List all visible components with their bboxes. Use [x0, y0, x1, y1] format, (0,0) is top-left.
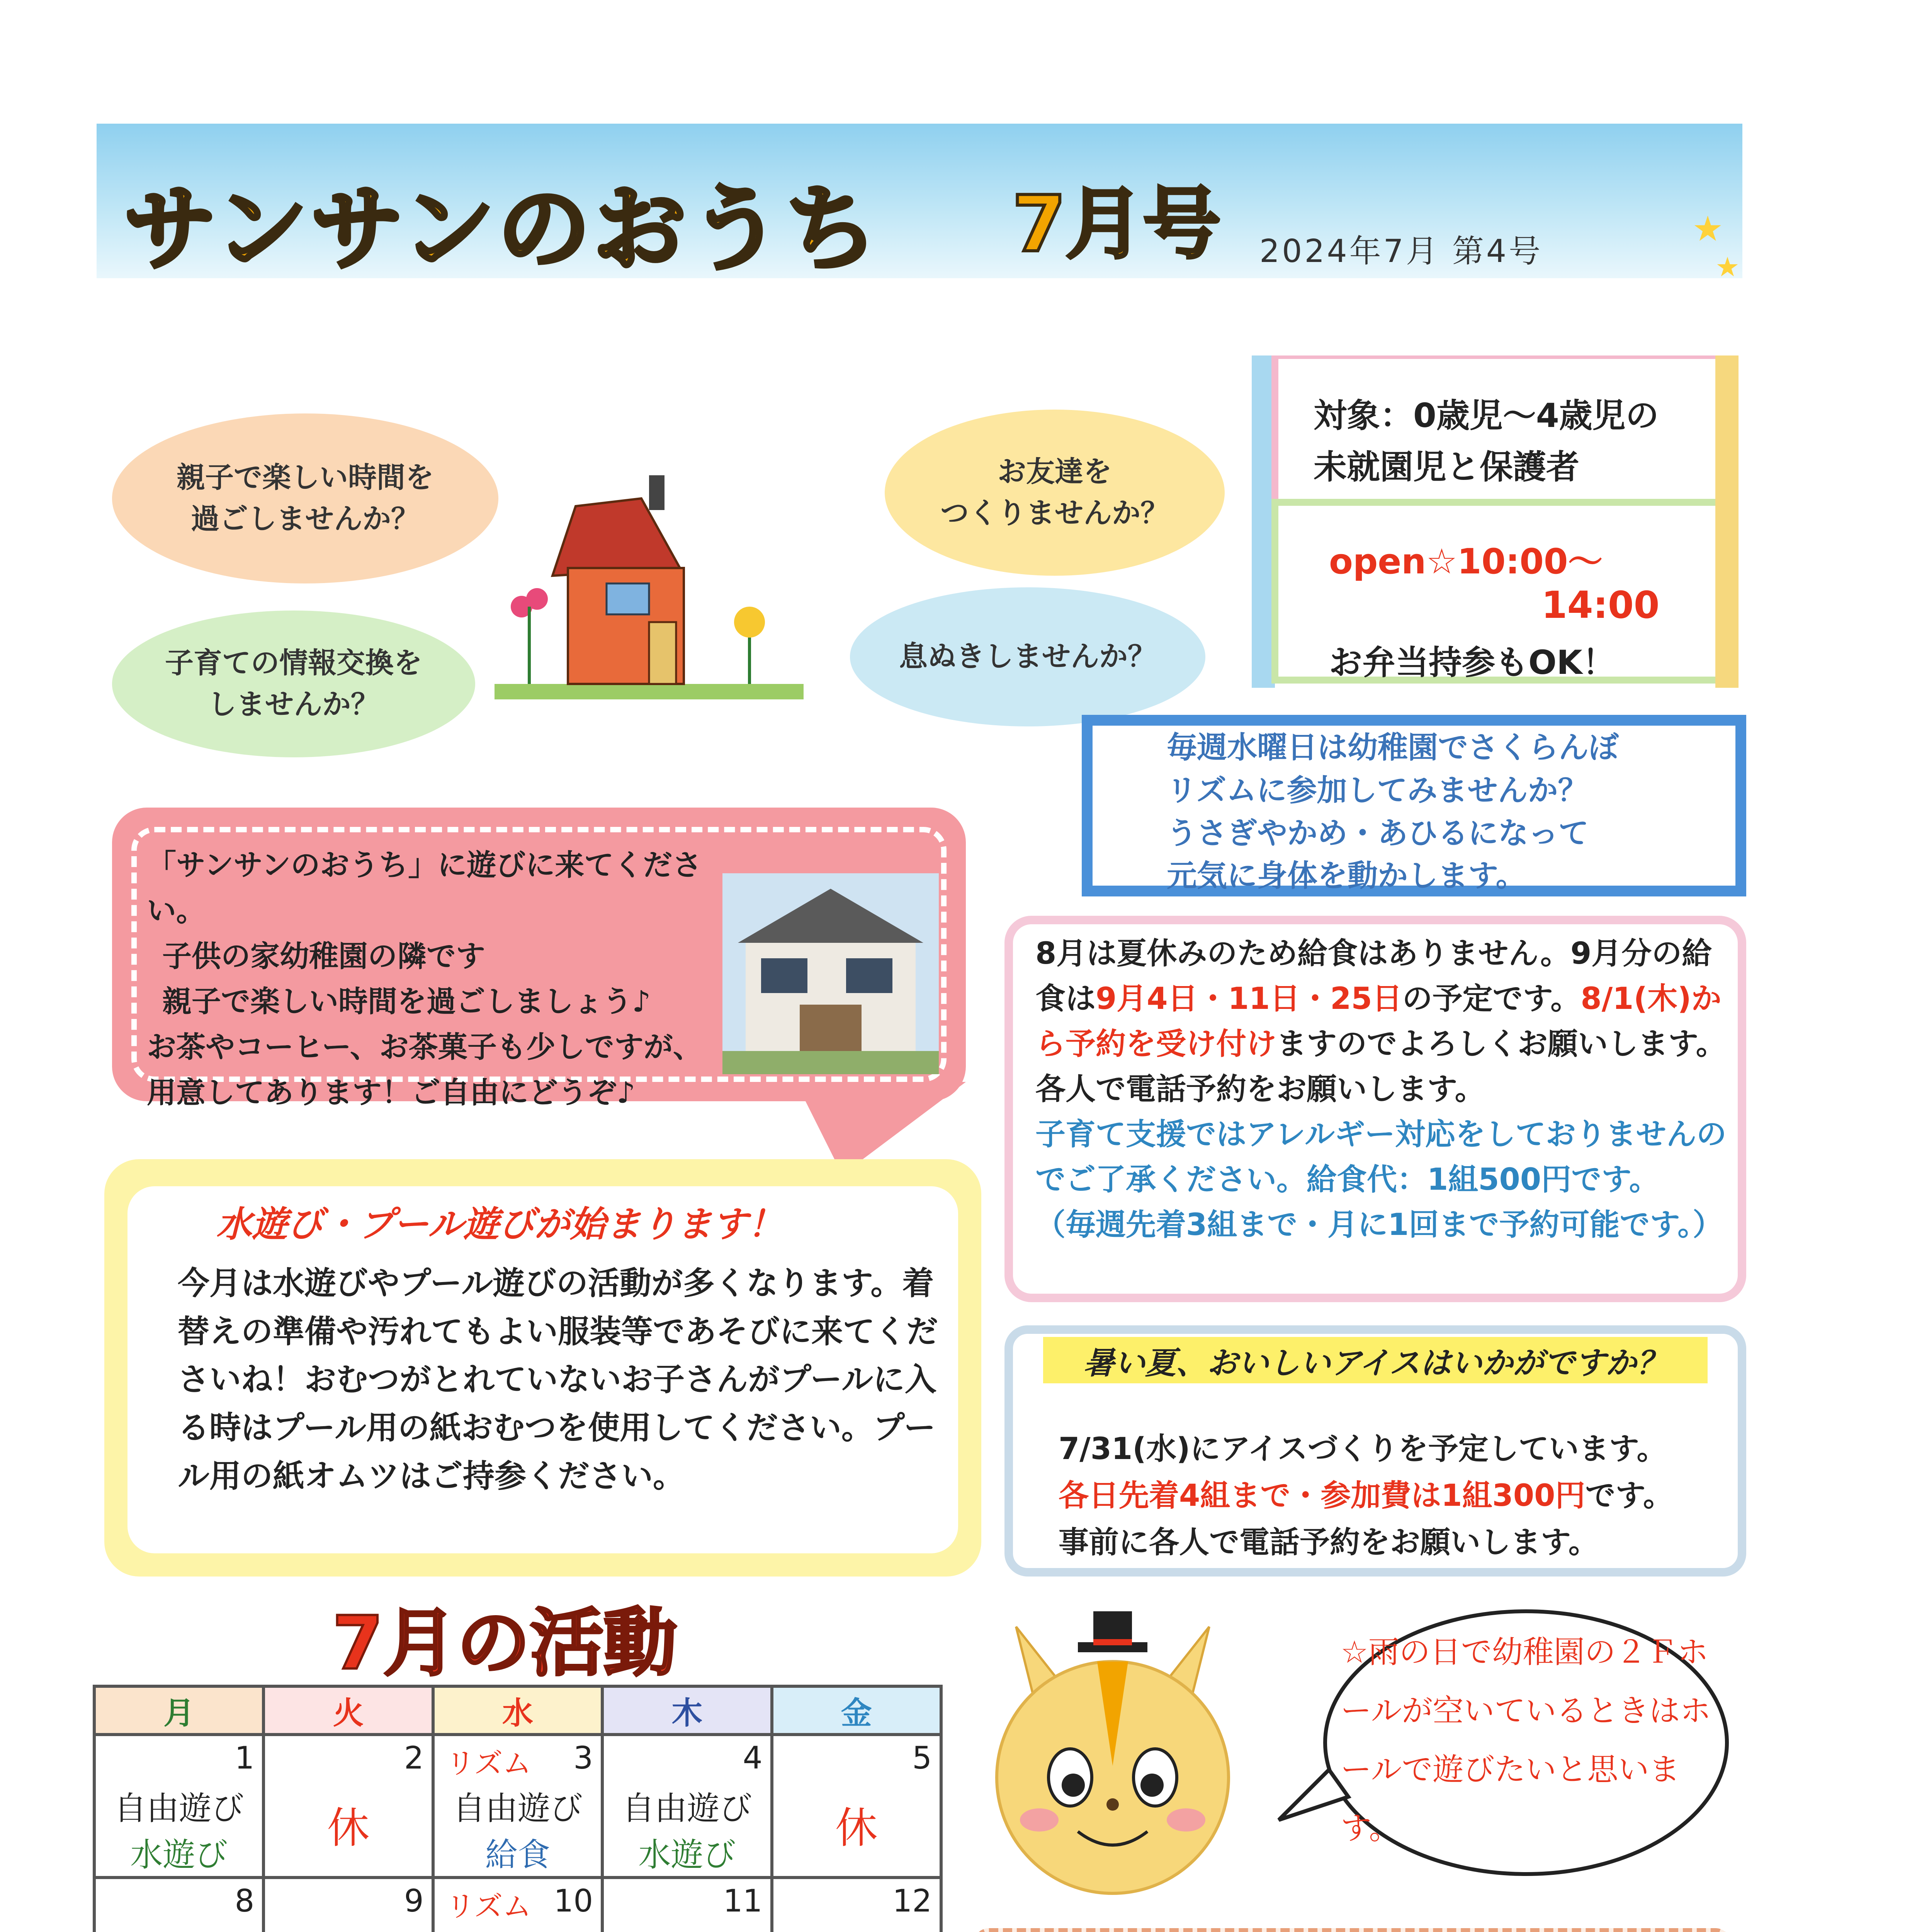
- day-number: 2: [404, 1740, 424, 1776]
- rhythm-label: リズム: [446, 1890, 532, 1923]
- activity-main: 自由遊び: [452, 1789, 583, 1827]
- calendar-cell: [433, 1878, 602, 1932]
- newsletter-title: サンサンのおうち: [124, 175, 881, 283]
- pool-text: 今月は水遊びやプール遊びの活動が多くなります。着替えの準備や汚れてもよい服装等であそびに来てくださいね！おむつがとれていないお子さんがプールに入る時はプール用の紙おむつを使用してください。プール用の紙オムツはご持参ください。: [178, 1265, 938, 1495]
- activity-main: [435, 1925, 601, 1932]
- calendar-cell: [602, 1735, 772, 1878]
- activity-calendar: [93, 1685, 943, 1932]
- calendar-cell: [772, 1735, 941, 1878]
- bubble-info-exchange: 子育ての情報交換を しませんか？: [112, 611, 475, 757]
- rainy-day-note: ☆雨の日で幼稚園の２Ｆホールが空いているときはホールで遊びたいと思います。: [1341, 1634, 1711, 1846]
- target-audience: 対象：0歳児～4歳児の 未就園児と保護者: [1314, 396, 1659, 487]
- calendar-body: [94, 1735, 941, 1932]
- bubble-take-break: 息ぬきしませんか？: [850, 587, 1205, 726]
- header-fri: 金: [772, 1686, 941, 1735]
- ice-title: 暑い夏、おいしいアイスはいかがですか？: [1043, 1337, 1708, 1383]
- calendar-cell: [263, 1735, 433, 1878]
- header-thu: 木: [602, 1686, 772, 1735]
- day-number: 3: [573, 1740, 593, 1776]
- day-number: 9: [404, 1883, 424, 1919]
- day-number: 5: [912, 1740, 932, 1776]
- close-hours: 14:00: [1541, 583, 1660, 627]
- day-number: 1: [235, 1740, 255, 1776]
- header-tue: 火: [263, 1686, 433, 1735]
- calendar-cell: [602, 1878, 772, 1932]
- calendar-cell: [94, 1735, 263, 1878]
- day-number: 4: [743, 1740, 763, 1776]
- day-number: 10: [554, 1883, 593, 1919]
- day-number: 8: [235, 1883, 255, 1919]
- open-hours: open☆10:00～: [1329, 541, 1603, 582]
- calendar-cell: [772, 1878, 941, 1932]
- house-drawing: [479, 452, 819, 723]
- day-number: 12: [892, 1883, 932, 1919]
- edition-label: 2024年7月 第4号: [1259, 233, 1543, 270]
- star-icon: ★: [1715, 251, 1740, 283]
- day-number: 11: [723, 1883, 763, 1919]
- lunch-notice-text: 8月は夏休みのため給食はありません。9月分の給食は9月4日・11日・25日の予定です。8/1(木)から予約を受け付けますのでよろしくお願いします。各人で電話予約をお願いします。 子育て支援ではアレルギー対応をしておりませんのでご了承ください。給食代：1組500円です。 （毎週先着3組まで・月に1回まで予約可能です。）: [1035, 936, 1727, 1242]
- calendar-cell: [263, 1878, 433, 1932]
- kindergarten-photo: [722, 873, 939, 1074]
- rhythm-label: リズム: [446, 1747, 532, 1780]
- calendar-title: 7月の活動: [332, 1600, 677, 1686]
- rhythm-text: 毎週水曜日は幼稚園でさくらんぼ リズムに参加してみませんか？ うさぎやかめ・あひるになって 元気に身体を動かします。: [1167, 730, 1619, 894]
- activity-main: [96, 1925, 262, 1932]
- calendar-row: [94, 1878, 941, 1932]
- activity-sub: 給食: [485, 1836, 550, 1874]
- intro-text: 「サンサンのおうち」に遊びに来てください。 子供の家幼稚園の隣です 親子で楽しい時間を過ごしましょう♪ お茶やコーヒー、お茶菓子も少しですが、 用意してあります！ご自由にどうぞ♪: [147, 848, 702, 1110]
- calendar-row: [94, 1735, 941, 1878]
- star-icon: ★: [1692, 209, 1723, 249]
- calendar-cell: [433, 1735, 602, 1878]
- activity-sub: 水遊び: [638, 1836, 736, 1874]
- bento-note: お弁当持参もOK！: [1329, 643, 1616, 682]
- mascot-character: [981, 1604, 1244, 1905]
- holiday-label: 休: [835, 1803, 878, 1853]
- activity-sub: 水遊び: [130, 1836, 228, 1874]
- issue-label: 7月号: [1012, 179, 1221, 269]
- header-mon: 月: [94, 1686, 263, 1735]
- activity-main: [604, 1925, 770, 1932]
- august-notice-box: [974, 1928, 1731, 1932]
- bubble-make-friends: お友達を つくりませんか？: [885, 410, 1225, 576]
- activity-main: 自由遊び: [622, 1789, 752, 1827]
- bubble-parent-child: 親子で楽しい時間を 過ごしませんか？: [112, 413, 498, 583]
- ice-text: 7/31(水)にアイスづくりを予定しています。 各日先着4組まで・参加費は1組300円です。 事前に各人で電話予約をお願いします。: [1059, 1432, 1674, 1560]
- header-wed: 水: [433, 1686, 602, 1735]
- holiday-label: 休: [327, 1803, 370, 1853]
- activity-main: 自由遊び: [114, 1789, 244, 1827]
- calendar-cell: [94, 1878, 263, 1932]
- pool-title: 水遊び・プール遊びが始まります！: [216, 1204, 783, 1245]
